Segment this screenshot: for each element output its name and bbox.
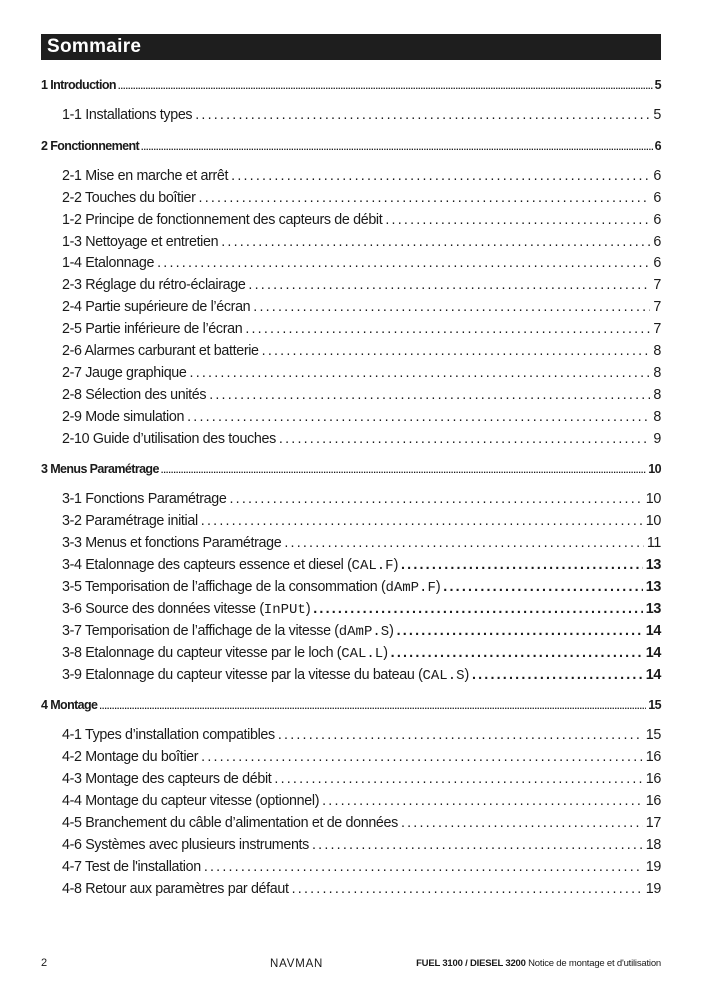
table-of-contents bbox=[41, 78, 661, 913]
entry-title: 2-9 Mode simulation bbox=[62, 408, 185, 425]
entry-title: 3-8 Etalonnage du capteur vitesse par le loch ( bbox=[62, 644, 342, 661]
entry-page-number: 5 bbox=[653, 107, 661, 123]
entry-title: 4-8 Retour aux paramètres par défaut bbox=[62, 880, 289, 897]
entry-page-number: 7 bbox=[653, 321, 661, 338]
entry-page-number: 7 bbox=[653, 299, 661, 316]
entry-code: InPUt bbox=[263, 601, 306, 618]
toc-entry[interactable] bbox=[62, 277, 661, 299]
section-heading[interactable] bbox=[41, 462, 661, 482]
entry-page-number: 13 bbox=[645, 579, 661, 596]
toc-section bbox=[41, 698, 661, 912]
section-heading-label: 2 Fonctionnement bbox=[41, 138, 140, 153]
page-title: Sommaire bbox=[47, 36, 142, 57]
entry-code: dAmP.S bbox=[338, 623, 390, 640]
toc-entry[interactable] bbox=[62, 168, 661, 190]
dot-leader bbox=[209, 387, 650, 403]
entry-page-number: 16 bbox=[645, 749, 661, 766]
footer-page-number: 2 bbox=[41, 957, 48, 969]
entry-page-number: 13 bbox=[645, 600, 661, 617]
toc-entry[interactable] bbox=[62, 535, 661, 557]
entry-label bbox=[62, 190, 196, 206]
entry-title: 2-1 Mise en marche et arrêt bbox=[62, 167, 229, 184]
entry-page-number: 15 bbox=[645, 727, 661, 744]
dot-leader bbox=[279, 431, 650, 447]
entry-page-number: 14 bbox=[645, 622, 661, 639]
entry-page-number: 11 bbox=[646, 535, 661, 552]
toc-entry[interactable] bbox=[62, 299, 661, 321]
entry-label bbox=[62, 343, 259, 359]
entry-title: 2-10 Guide d’utilisation des touches bbox=[62, 430, 276, 447]
entry-title: 4-5 Branchement du câble d’alimentation et de données bbox=[62, 815, 398, 832]
entry-title: 3-7 Temporisation de l’affichage de la vitesse ( bbox=[62, 622, 339, 639]
entry-page-number: 8 bbox=[653, 408, 661, 425]
entry-title: 3-1 Fonctions Paramétrage bbox=[62, 491, 227, 508]
entry-page-number: 19 bbox=[645, 858, 661, 875]
toc-entry[interactable] bbox=[62, 837, 661, 859]
dot-leader bbox=[391, 645, 643, 661]
entry-list bbox=[41, 107, 661, 129]
toc-entry[interactable] bbox=[62, 387, 661, 409]
entry-code: CAL.L bbox=[341, 645, 384, 662]
toc-entry[interactable] bbox=[62, 881, 661, 903]
dot-leader bbox=[221, 234, 650, 250]
dot-leader bbox=[190, 365, 651, 381]
entry-title: 4-4 Montage du capteur vitesse (optionnel) bbox=[62, 793, 320, 810]
toc-entry[interactable] bbox=[62, 212, 661, 234]
toc-entry[interactable] bbox=[62, 793, 661, 815]
entry-code-close: ) bbox=[389, 622, 394, 639]
section-heading-label: 3 Menus Paramétrage bbox=[41, 462, 159, 477]
entry-title: 3-9 Etalonnage du capteur vitesse par la vitesse du bateau ( bbox=[62, 666, 423, 683]
entry-title: 4-1 Types d’installation compatibles bbox=[62, 727, 275, 744]
footer-product bbox=[416, 958, 661, 969]
entry-page-number: 10 bbox=[645, 513, 661, 530]
entry-title: 2-6 Alarmes carburant et batterie bbox=[62, 343, 259, 360]
dot-leader bbox=[161, 466, 646, 475]
section-heading[interactable] bbox=[41, 78, 661, 98]
entry-page-number: 19 bbox=[645, 880, 661, 897]
page-footer bbox=[41, 957, 661, 971]
dot-leader bbox=[201, 513, 643, 529]
entry-page-number: 6 bbox=[653, 211, 661, 228]
entry-code-close: ) bbox=[305, 600, 311, 617]
entry-label bbox=[62, 431, 276, 447]
entry-page-number: 8 bbox=[653, 343, 661, 360]
footer-brand: NAVMAN bbox=[270, 958, 324, 970]
entry-page-number: 17 bbox=[645, 815, 661, 832]
entry-title: 1-4 Etalonnage bbox=[62, 255, 155, 272]
toc-entry[interactable] bbox=[62, 667, 661, 689]
dot-leader bbox=[141, 143, 653, 152]
entry-label bbox=[62, 513, 198, 529]
toc-entry[interactable] bbox=[62, 431, 661, 453]
section-page-number: 5 bbox=[654, 78, 661, 92]
entry-page-number: 16 bbox=[645, 771, 661, 788]
dot-leader bbox=[278, 727, 643, 743]
entry-label bbox=[62, 365, 187, 381]
entry-title: 2-8 Sélection des unités bbox=[62, 386, 207, 403]
entry-title: 3-2 Paramétrage initial bbox=[62, 513, 198, 530]
dot-leader bbox=[312, 837, 643, 853]
entry-label bbox=[62, 645, 388, 662]
toc-entry[interactable] bbox=[62, 771, 661, 793]
entry-title: 4-6 Systèmes avec plusieurs instruments bbox=[62, 836, 309, 853]
entry-label bbox=[62, 749, 198, 765]
entry-page-number: 16 bbox=[645, 793, 661, 810]
dot-leader bbox=[187, 409, 650, 425]
dot-leader bbox=[401, 815, 643, 831]
dot-leader bbox=[385, 212, 650, 228]
toc-entry[interactable] bbox=[62, 190, 661, 212]
toc-entry[interactable] bbox=[62, 645, 661, 667]
entry-label bbox=[62, 727, 275, 743]
entry-label bbox=[62, 107, 192, 123]
toc-entry[interactable] bbox=[62, 365, 661, 387]
footer-doc-title: Notice de montage et d'utilisation bbox=[525, 958, 661, 969]
toc-entry[interactable] bbox=[62, 727, 661, 749]
entry-label bbox=[62, 255, 154, 271]
entry-label bbox=[62, 277, 245, 293]
entry-page-number: 18 bbox=[645, 836, 661, 853]
toc-entry[interactable] bbox=[62, 513, 661, 535]
entry-page-number: 14 bbox=[645, 666, 661, 683]
toc-entry[interactable] bbox=[62, 491, 661, 513]
footer-product-name: FUEL 3100 / DIESEL 3200 bbox=[416, 958, 526, 969]
entry-title: 1-3 Nettoyage et entretien bbox=[62, 233, 219, 250]
dot-leader bbox=[99, 702, 646, 711]
entry-label bbox=[62, 623, 394, 640]
entry-title: 3-6 Source des données vitesse ( bbox=[62, 600, 264, 617]
toc-entry[interactable] bbox=[62, 749, 661, 771]
toc-entry[interactable] bbox=[62, 859, 661, 881]
entry-page-number: 6 bbox=[653, 233, 661, 250]
dot-leader bbox=[401, 557, 643, 573]
dot-leader bbox=[118, 82, 653, 91]
entry-page-number: 8 bbox=[653, 386, 661, 403]
toc-entry[interactable] bbox=[62, 321, 661, 343]
entry-label bbox=[62, 837, 309, 853]
dot-leader bbox=[204, 859, 643, 875]
dot-leader bbox=[313, 601, 643, 617]
toc-entry[interactable] bbox=[62, 107, 661, 129]
toc-entry[interactable] bbox=[62, 234, 661, 256]
entry-title: 4-3 Montage des capteurs de débit bbox=[62, 771, 272, 788]
toc-entry[interactable] bbox=[62, 255, 661, 277]
entry-code-close: ) bbox=[383, 644, 388, 661]
entry-title: 2-7 Jauge graphique bbox=[62, 364, 187, 381]
toc-section bbox=[41, 78, 661, 139]
dot-leader bbox=[230, 491, 643, 507]
section-heading-label: 1 Introduction bbox=[41, 78, 116, 92]
entry-title: 2-2 Touches du boîtier bbox=[62, 189, 196, 206]
dot-leader bbox=[397, 623, 643, 639]
dot-leader bbox=[157, 255, 650, 271]
section-page-number: 15 bbox=[648, 698, 661, 713]
dot-leader bbox=[284, 535, 643, 551]
entry-label bbox=[62, 491, 227, 507]
section-page-number: 10 bbox=[648, 462, 661, 477]
entry-title: 2-4 Partie supérieure de l’écran bbox=[62, 299, 251, 316]
toc-title-bar bbox=[41, 34, 661, 60]
dot-leader bbox=[443, 579, 643, 595]
entry-page-number: 10 bbox=[645, 491, 661, 508]
entry-page-number: 6 bbox=[653, 189, 661, 206]
dot-leader bbox=[322, 793, 643, 809]
entry-title: 4-7 Test de l'installation bbox=[62, 858, 201, 875]
section-heading[interactable] bbox=[41, 139, 661, 159]
entry-page-number: 9 bbox=[653, 430, 661, 447]
entry-code-close: ) bbox=[464, 666, 469, 683]
entry-code-close: ) bbox=[435, 579, 441, 596]
entry-page-number: 13 bbox=[645, 557, 661, 574]
toc-entry[interactable] bbox=[62, 815, 661, 837]
entry-title: 4-2 Montage du boîtier bbox=[62, 749, 199, 766]
entry-label bbox=[62, 299, 250, 315]
entry-label bbox=[62, 557, 398, 574]
entry-code: dAmP.F bbox=[385, 580, 436, 597]
entry-list bbox=[41, 491, 661, 688]
entry-label bbox=[62, 667, 469, 684]
entry-label bbox=[62, 321, 242, 337]
entry-title: 3-4 Etalonnage des capteurs essence et diesel ( bbox=[62, 557, 352, 574]
dot-leader bbox=[199, 190, 651, 206]
entry-page-number: 7 bbox=[653, 277, 661, 294]
entry-title: 3-5 Temporisation de l’affichage de la consommation ( bbox=[62, 579, 386, 596]
dot-leader bbox=[253, 299, 650, 315]
entry-label bbox=[62, 535, 281, 551]
toc-section bbox=[41, 462, 661, 698]
entry-page-number: 8 bbox=[653, 364, 661, 381]
entry-title: 2-3 Réglage du rétro-éclairage bbox=[62, 277, 246, 294]
entry-list bbox=[41, 727, 661, 902]
entry-label bbox=[62, 771, 271, 787]
entry-label bbox=[62, 212, 382, 228]
entry-title: 2-5 Partie inférieure de l’écran bbox=[62, 321, 243, 338]
dot-leader bbox=[292, 881, 643, 897]
dot-leader bbox=[248, 277, 650, 293]
entry-label bbox=[62, 387, 206, 403]
entry-label bbox=[62, 601, 310, 618]
toc-entry[interactable] bbox=[62, 557, 661, 579]
entry-code-close: ) bbox=[393, 557, 398, 574]
entry-label bbox=[62, 409, 184, 425]
section-heading-label: 4 Montage bbox=[41, 698, 98, 713]
entry-label bbox=[62, 168, 228, 184]
entry-page-number: 14 bbox=[645, 644, 661, 661]
entry-page-number: 6 bbox=[653, 167, 661, 184]
entry-label bbox=[62, 579, 440, 596]
dot-leader bbox=[195, 107, 650, 123]
entry-title: 3-3 Menus et fonctions Paramétrage bbox=[62, 535, 282, 552]
section-page-number: 6 bbox=[654, 138, 661, 153]
toc-entry[interactable] bbox=[62, 601, 661, 623]
dot-leader bbox=[262, 343, 651, 359]
entry-label bbox=[62, 793, 319, 809]
entry-list bbox=[41, 168, 661, 453]
dot-leader bbox=[201, 749, 643, 765]
entry-code: CAL.S bbox=[422, 667, 465, 684]
dot-leader bbox=[231, 168, 650, 184]
entry-code: CAL.F bbox=[351, 558, 394, 575]
entry-label bbox=[62, 234, 218, 250]
dot-leader bbox=[274, 771, 642, 787]
toc-entry[interactable] bbox=[62, 409, 661, 431]
toc-section bbox=[41, 139, 661, 463]
toc-entry[interactable] bbox=[62, 579, 661, 601]
toc-entry[interactable] bbox=[62, 623, 661, 645]
entry-label bbox=[62, 881, 289, 897]
entry-title: 1-1 Installations types bbox=[62, 107, 193, 123]
entry-label bbox=[62, 859, 201, 875]
entry-page-number: 6 bbox=[653, 255, 661, 272]
dot-leader bbox=[472, 667, 643, 683]
entry-label bbox=[62, 815, 398, 831]
dot-leader bbox=[245, 321, 650, 337]
toc-entry[interactable] bbox=[62, 343, 661, 365]
entry-title: 1-2 Principe de fonctionnement des capteurs de débit bbox=[62, 211, 383, 228]
section-heading[interactable] bbox=[41, 698, 661, 718]
